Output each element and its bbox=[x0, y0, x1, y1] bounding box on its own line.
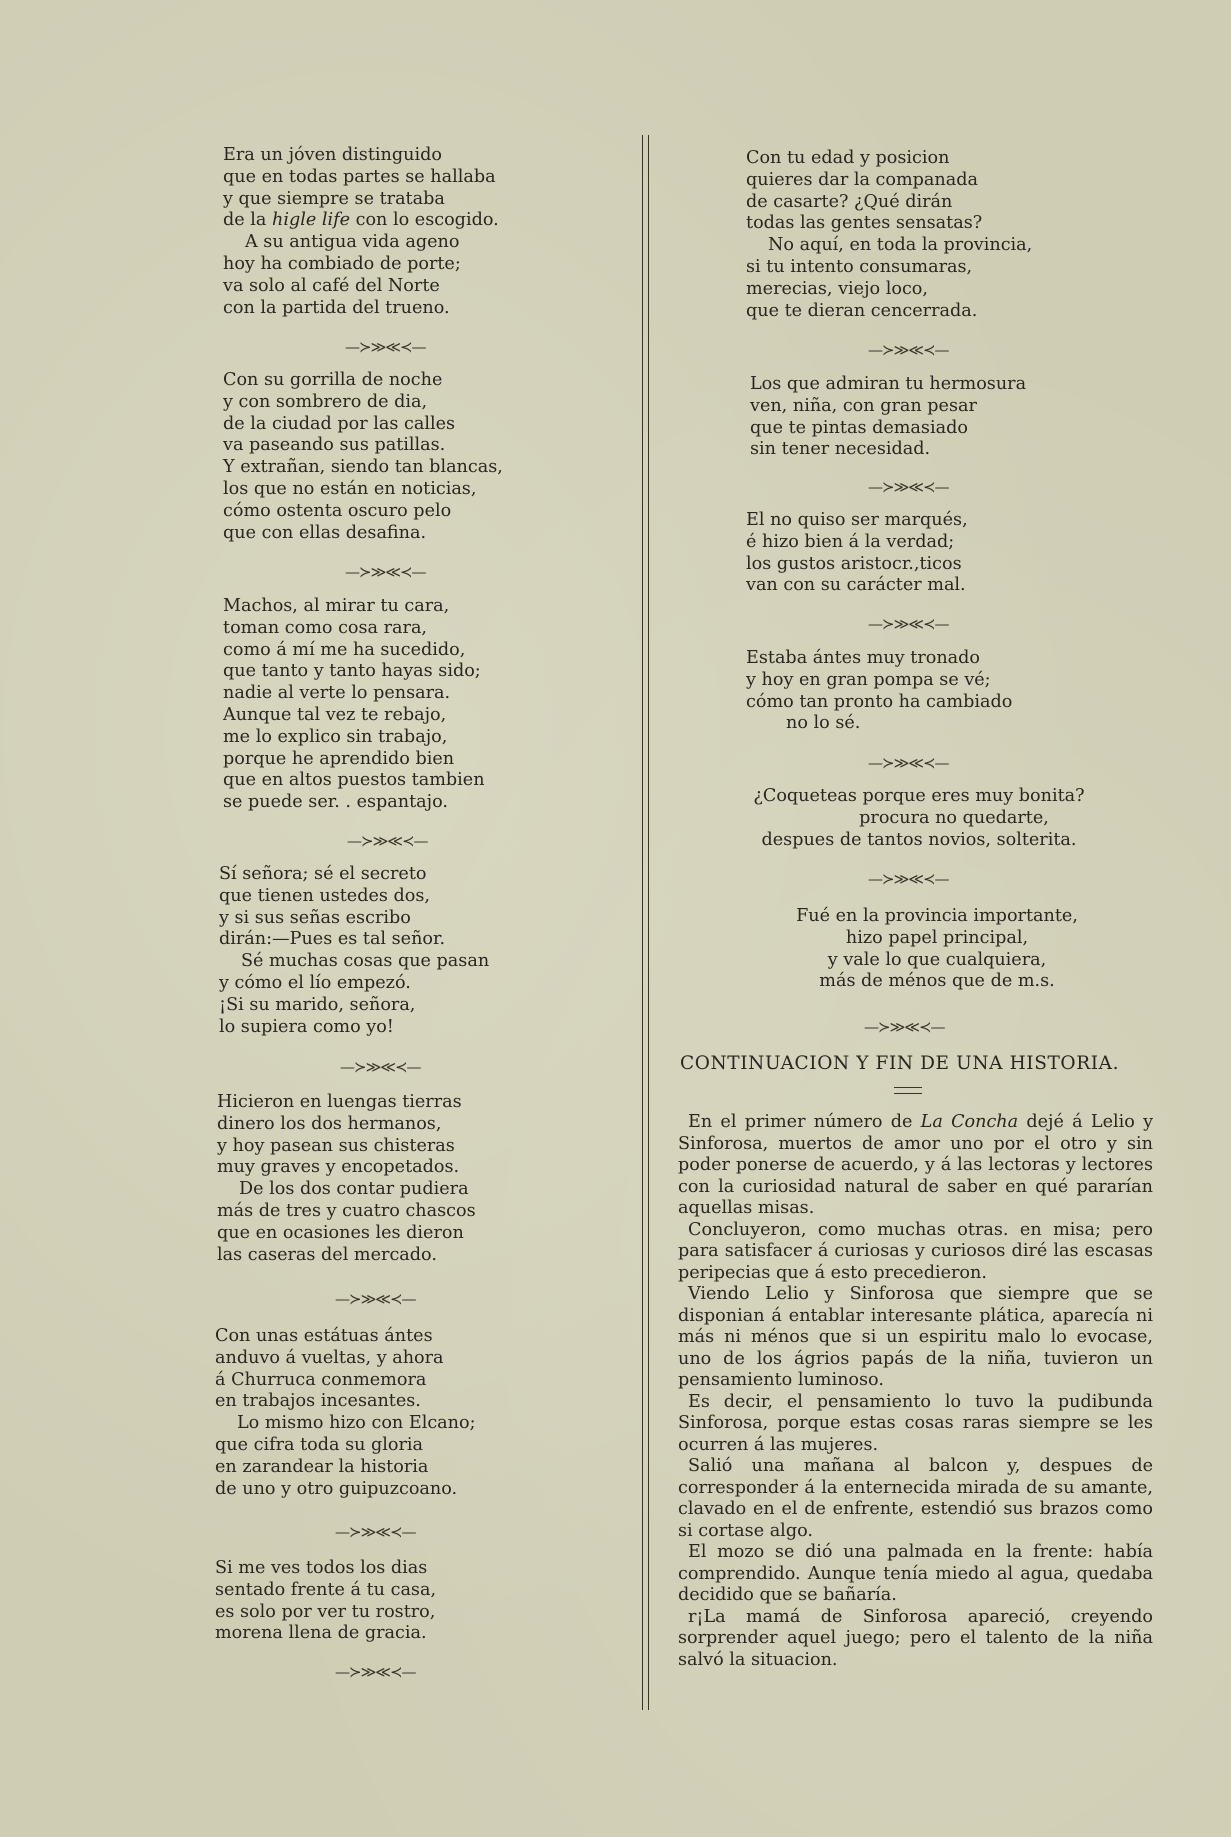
poem-line: va solo al café del Norte bbox=[223, 275, 440, 296]
poem-line: A su antigua vida ageno bbox=[245, 232, 460, 253]
poem-line: y con sombrero de dia, bbox=[223, 391, 428, 412]
poem-line: Aunque tal vez te rebajo, bbox=[223, 704, 447, 725]
poem-line: y vale lo que cualquiera, bbox=[827, 949, 1047, 970]
poem-line: que te pintas demasiado bbox=[750, 417, 968, 438]
poem-line: Los que admiran tu hermosura bbox=[750, 374, 1027, 394]
poem-line: dinero los dos hermanos, bbox=[217, 1113, 442, 1134]
poem-line: Sí señora; sé el secreto bbox=[219, 864, 427, 884]
poem-line: los que no están en noticias, bbox=[223, 478, 477, 499]
poem-line: Estaba ántes muy tronado bbox=[746, 648, 980, 668]
poem-line: lo supiera como yo! bbox=[219, 1016, 394, 1037]
poem-line: con la partida del trueno. bbox=[223, 297, 450, 318]
poem-line: de uno y otro guipuzcoano. bbox=[215, 1478, 458, 1499]
poem-line: en zarandear la historia bbox=[215, 1456, 429, 1477]
poem-line: se puede ser. . espantajo. bbox=[223, 792, 449, 813]
poem-stanza bbox=[219, 864, 489, 1038]
poem-line: de casarte? ¿Qué dirán bbox=[746, 191, 953, 212]
poem-stanza bbox=[215, 1326, 476, 1500]
poem-stanza bbox=[750, 374, 1026, 461]
poem-line: De los dos contar pudiera bbox=[239, 1179, 469, 1200]
poem-line: y si sus señas escribo bbox=[219, 907, 411, 928]
heading-double-rule bbox=[894, 1087, 922, 1094]
poem-line: si tu intento consumaras, bbox=[746, 256, 973, 277]
poem-line: despues de tantos novios, solterita. bbox=[761, 829, 1077, 850]
poem-line: Si me ves todos los dias bbox=[215, 1558, 428, 1578]
poem-stanza bbox=[762, 906, 1112, 993]
poem-line: ¡Si su marido, señora, bbox=[219, 994, 416, 1015]
column-divider-rule bbox=[648, 135, 649, 1710]
poem-line: Era un jóven distinguido bbox=[223, 145, 442, 165]
fleuron-ornament: —≻≫≪≺— bbox=[335, 1290, 416, 1308]
poem-line: va paseando sus patillas. bbox=[223, 435, 446, 456]
fleuron-ornament: —≻≫≪≺— bbox=[345, 563, 426, 581]
poem-line: van con su carácter mal. bbox=[746, 575, 966, 596]
poem-line: y hoy pasean sus chisteras bbox=[217, 1135, 455, 1156]
poem-line: es solo por ver tu rostro, bbox=[215, 1601, 436, 1622]
fleuron-ornament: —≻≫≪≺— bbox=[335, 1663, 416, 1681]
poem-line: que en todas partes se hallaba bbox=[223, 166, 496, 187]
poem-line: é hizo bien á la verdad; bbox=[746, 531, 955, 552]
poem-line: Hicieron en luengas tierras bbox=[217, 1092, 462, 1112]
fleuron-ornament: —≻≫≪≺— bbox=[347, 832, 428, 850]
poem-line: no lo sé. bbox=[786, 713, 861, 734]
poem-stanza bbox=[223, 596, 485, 814]
poem-stanza bbox=[217, 1092, 476, 1266]
fleuron-ornament: —≻≫≪≺— bbox=[868, 478, 949, 496]
poem-line: como á mí me ha sucedido, bbox=[223, 639, 466, 660]
poem-line: sin tener necesidad. bbox=[750, 439, 931, 460]
poem-line: procura no quedarte, bbox=[859, 807, 1049, 828]
fleuron-ornament: —≻≫≪≺— bbox=[868, 341, 949, 359]
poem-line: muy graves y encopetados. bbox=[217, 1157, 460, 1178]
poem-stanza bbox=[223, 145, 499, 319]
poem-stanza bbox=[746, 510, 968, 597]
poem-line: nadie al verte lo pensara. bbox=[223, 683, 451, 704]
poem-line: que tanto y tanto hayas sido; bbox=[223, 661, 481, 682]
poem-line: y que siempre se trataba bbox=[223, 188, 445, 209]
poem-line: que con ellas desafina. bbox=[223, 522, 427, 543]
poem-line: y cómo el lío empezó. bbox=[219, 972, 411, 993]
poem-line: cómo ostenta oscuro pelo bbox=[223, 500, 452, 521]
article-paragraph: El mozo se dió una palmada en la frente: había comprendido. Aunque tenía miedo al agua, quedaba decidido que se bañaría. bbox=[678, 1542, 1153, 1605]
poem-line: que te dieran cencerrada. bbox=[746, 300, 978, 321]
poem-line: Y extrañan, siendo tan blancas, bbox=[223, 457, 503, 478]
article-paragraph: Concluyeron, como muchas otras. en misa; pero para satisfacer á curiosas y curiosos diré las escasas peripecias que á esto precedieron. bbox=[678, 1219, 1153, 1283]
poem-line: anduvo á vueltas, y ahora bbox=[215, 1347, 444, 1368]
fleuron-ornament: —≻≫≪≺— bbox=[345, 338, 426, 356]
poem-line: quieres dar la companada bbox=[746, 169, 978, 190]
poem-line: que cifra toda su gloria bbox=[215, 1434, 424, 1455]
poem-line: morena llena de gracia. bbox=[215, 1623, 427, 1644]
article-paragraph: r¡La mamá de Sinforosa apareció, creyendo sorprender aquel juego; pero el talento de la niña salvó la situacion. bbox=[678, 1606, 1153, 1670]
fleuron-ornament: —≻≫≪≺— bbox=[340, 1058, 421, 1076]
poem-line: á Churruca conmemora bbox=[215, 1369, 427, 1390]
poem-line: que tienen ustedes dos, bbox=[219, 885, 430, 906]
fleuron-ornament: —≻≫≪≺— bbox=[868, 870, 949, 888]
poem-line: que en ocasiones les dieron bbox=[217, 1222, 464, 1243]
article-paragraph: Salió una mañana al balcon y, despues de corresponder á la enternecida mirada de su amante, clavado en el de enfrente, estendió sus brazos como si cortase algo. bbox=[678, 1456, 1153, 1541]
poem-line: sentado frente á tu casa, bbox=[215, 1579, 437, 1600]
publication-title: La Concha bbox=[920, 1112, 1019, 1132]
article-heading: CONTINUACION Y FIN DE UNA HISTORIA. bbox=[680, 1053, 1120, 1074]
article-body bbox=[678, 1112, 1153, 1671]
poem-line: No aquí, en toda la provincia, bbox=[768, 235, 1033, 256]
poem-line: hizo papel principal, bbox=[845, 927, 1029, 948]
column-divider-rule bbox=[642, 135, 643, 1710]
article-paragraph: Viendo Lelio y Sinforosa que siempre que se disponian á entablar interesante plática, aparecía ni más ni ménos que si un espiritu malo lo evocase, uno de los ágrios papás de la niña, tuvieron un pensamiento luminoso. bbox=[678, 1284, 1153, 1390]
poem-line: los gustos aristocr.,ticos bbox=[746, 553, 962, 574]
article-paragraph: Es decir, el pensamiento lo tuvo la pudibunda Sinforosa, porque estas cosas raras siempre se les ocurren á las mujeres. bbox=[678, 1391, 1153, 1455]
poem-line: El no quiso ser marqués, bbox=[746, 510, 968, 530]
poem-line: de la higle life con lo escogido. bbox=[223, 210, 499, 231]
poem-line: me lo explico sin trabajo, bbox=[223, 726, 448, 747]
fleuron-ornament: —≻≫≪≺— bbox=[864, 1018, 945, 1036]
poem-stanza bbox=[215, 1558, 436, 1645]
poem-line: merecias, viejo loco, bbox=[746, 278, 928, 299]
poem-line: más de tres y cuatro chascos bbox=[217, 1200, 476, 1221]
poem-line: Lo mismo hizo con Elcano; bbox=[237, 1413, 476, 1434]
poem-line: las caseras del mercado. bbox=[217, 1244, 437, 1265]
poem-line: Fué en la provincia importante, bbox=[796, 906, 1078, 926]
poem-stanza bbox=[746, 648, 1012, 735]
poem-line: ven, niña, con gran pesar bbox=[750, 395, 977, 416]
poem-line: y hoy en gran pompa se vé; bbox=[746, 669, 991, 690]
poem-stanza bbox=[223, 370, 503, 544]
fleuron-ornament: —≻≫≪≺— bbox=[868, 615, 949, 633]
poem-stanza bbox=[744, 786, 1094, 851]
poem-line: Con su gorrilla de noche bbox=[223, 370, 443, 390]
article-paragraph: En el primer número de La Concha dejé á Lelio y Sinforosa, muertos de amor uno por el otro y sin poder ponerse de acuerdo, y á las lectoras y lectores con la curiosidad natural de saber en qué pararían aquellas misas. bbox=[678, 1112, 1154, 1218]
poem-line: todas las gentes sensatas? bbox=[746, 213, 983, 234]
poem-line: que en altos puestos tambien bbox=[223, 770, 485, 791]
poem-line: toman como cosa rara, bbox=[223, 617, 428, 638]
poem-stanza bbox=[746, 148, 1032, 322]
poem-line: en trabajos incesantes. bbox=[215, 1391, 421, 1412]
poem-line: hoy ha combiado de porte; bbox=[223, 253, 461, 274]
fleuron-ornament: —≻≫≪≺— bbox=[335, 1523, 416, 1541]
poem-line: de la ciudad por las calles bbox=[223, 413, 456, 434]
poem-line: porque he aprendido bien bbox=[223, 748, 455, 769]
poem-line: cómo tan pronto ha cambiado bbox=[746, 691, 1013, 712]
poem-line: Machos, al mirar tu cara, bbox=[223, 596, 450, 616]
poem-line: más de ménos que de m.s. bbox=[819, 971, 1055, 992]
poem-line: Con unas estátuas ántes bbox=[215, 1326, 433, 1346]
poem-line: ¿Coqueteas porque eres muy bonita? bbox=[753, 786, 1085, 806]
fleuron-ornament: —≻≫≪≺— bbox=[868, 754, 949, 772]
poem-line: dirán:—Pues es tal señor. bbox=[219, 929, 446, 950]
poem-line: Con tu edad y posicion bbox=[746, 148, 950, 168]
poem-line: Sé muchas cosas que pasan bbox=[241, 951, 490, 972]
